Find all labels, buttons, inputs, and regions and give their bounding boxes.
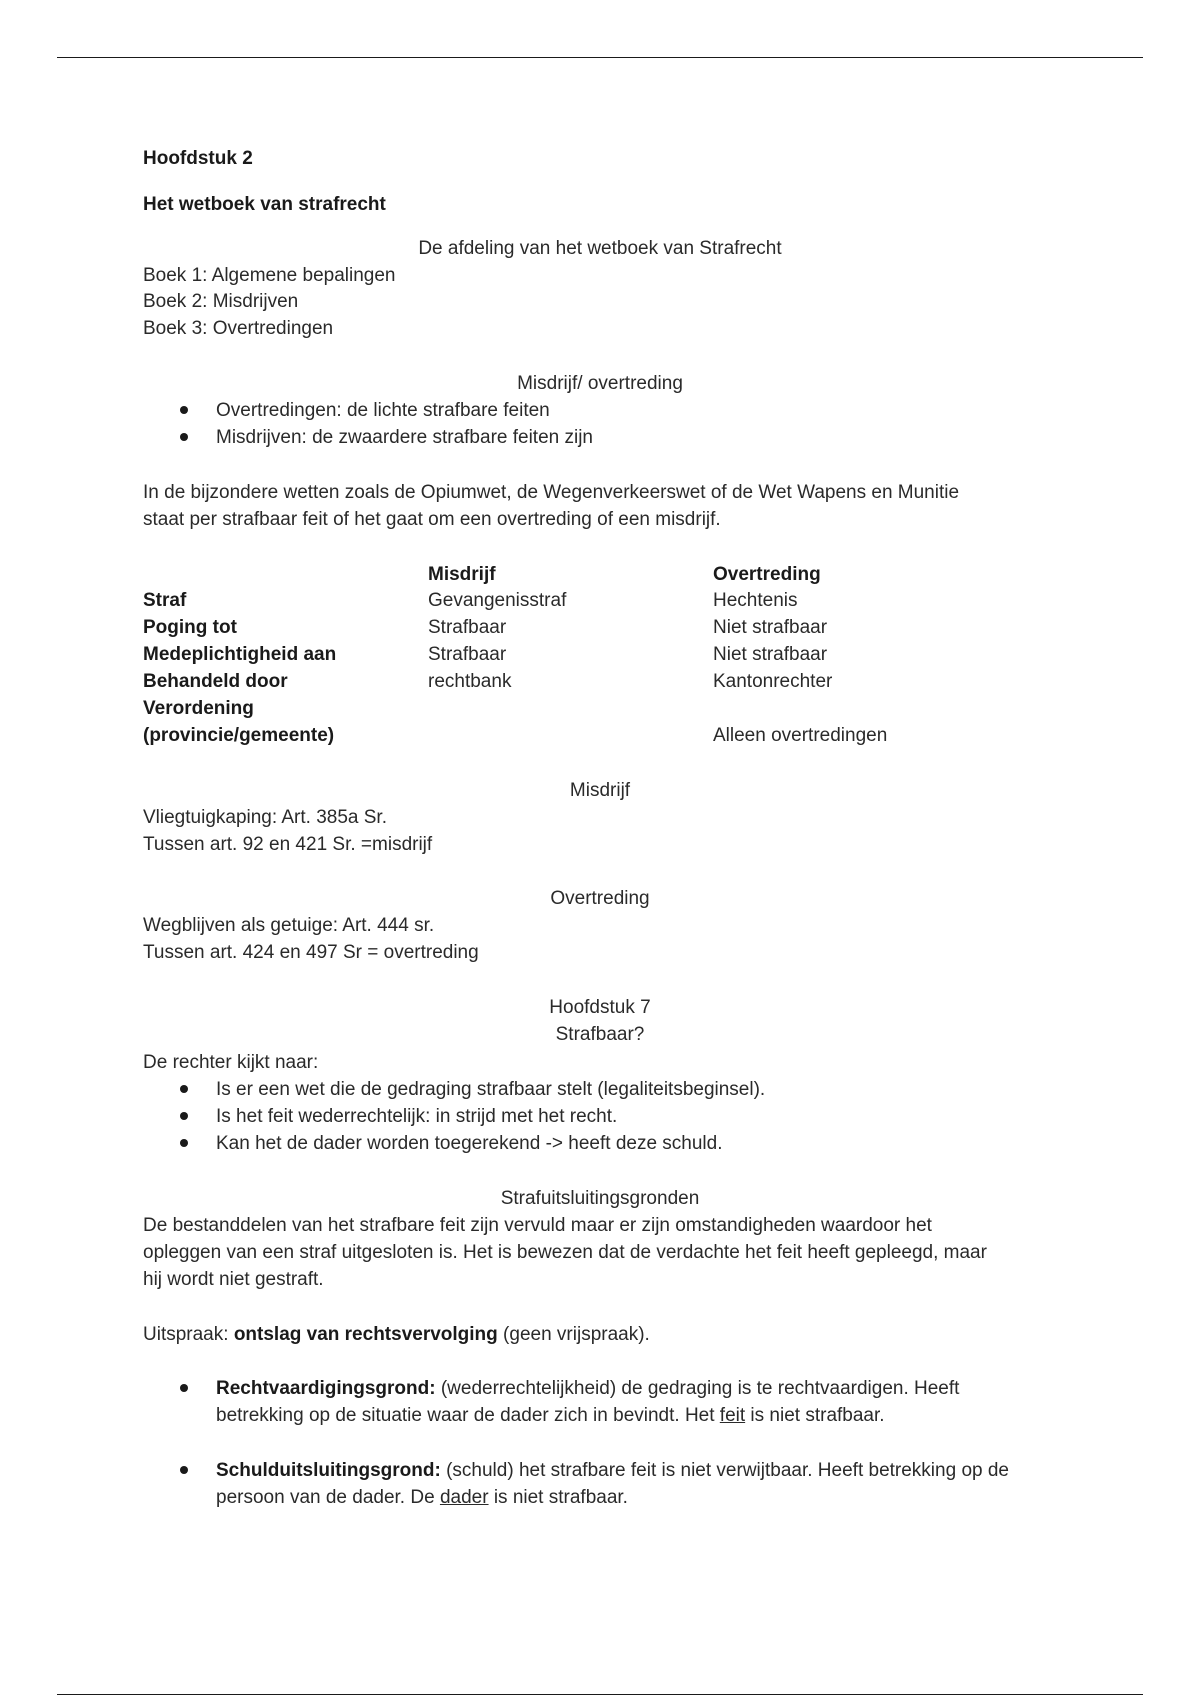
bullet-icon bbox=[180, 406, 188, 414]
schulduitsluiting-text: is niet strafbaar. bbox=[488, 1487, 628, 1508]
table-row-label: Straf bbox=[143, 590, 187, 611]
strafuitsluiting-line-1: De bestanddelen van het strafbare feit zijn vervuld maar er zijn omstandigheden waardoor het bbox=[143, 1215, 932, 1236]
bullet-misdrijven: Misdrijven: de zwaardere strafbare feiten zijn bbox=[216, 427, 594, 448]
chapter-7-title: Hoofdstuk 7 bbox=[549, 997, 651, 1018]
table-cell: Alleen overtredingen bbox=[713, 725, 888, 746]
uitspraak-label: Uitspraak: bbox=[143, 1324, 234, 1345]
top-rule bbox=[57, 57, 1143, 58]
table-row-label: Verordening bbox=[143, 698, 254, 719]
misdrijf-overtreding-heading: Misdrijf/ overtreding bbox=[517, 373, 683, 394]
rechtvaardiging-underlined: feit bbox=[719, 1405, 746, 1426]
chapter-7-bullet: Is er een wet die de gedraging strafbaar stelt (legaliteitsbeginsel). bbox=[216, 1079, 766, 1100]
schulduitsluiting-line-1 bbox=[216, 1461, 1009, 1480]
table-header-misdrijf: Misdrijf bbox=[428, 564, 496, 585]
rechtvaardiging-text: is niet strafbaar. bbox=[745, 1405, 885, 1426]
chapter-7-intro: De rechter kijkt naar: bbox=[143, 1052, 319, 1073]
table-cell: Strafbaar bbox=[428, 644, 507, 665]
chapter-7-bullet: Kan het de dader worden toegerekend -> heeft deze schuld. bbox=[216, 1133, 723, 1154]
schulduitsluiting-term: Schulduitsluitingsgrond: bbox=[216, 1460, 441, 1481]
strafuitsluiting-heading: Strafuitsluitingsgronden bbox=[500, 1188, 700, 1209]
overtreding-line-2: Tussen art. 424 en 497 Sr = overtreding bbox=[143, 942, 479, 963]
schulduitsluiting-text: persoon van de dader. De bbox=[216, 1487, 440, 1508]
bullet-icon bbox=[180, 1384, 188, 1392]
bullet-icon bbox=[180, 1085, 188, 1093]
table-cell: Gevangenisstraf bbox=[428, 590, 567, 611]
misdrijf-heading: Misdrijf bbox=[569, 780, 631, 801]
schulduitsluiting-text: (schuld) het strafbare feit is niet verwijtbaar. Heeft betrekking op de bbox=[440, 1460, 1009, 1481]
uitspraak-rest: (geen vrijspraak). bbox=[497, 1324, 650, 1345]
book-3: Boek 3: Overtredingen bbox=[143, 318, 334, 339]
table-cell: Kantonrechter bbox=[713, 671, 833, 692]
rechtvaardiging-text: betrekking op de situatie waar de dader zich in bevindt. Het bbox=[216, 1405, 720, 1426]
misdrijf-line-2: Tussen art. 92 en 421 Sr. =misdrijf bbox=[143, 834, 433, 855]
book-2: Boek 2: Misdrijven bbox=[143, 291, 299, 312]
table-cell: Strafbaar bbox=[428, 617, 507, 638]
bullet-icon bbox=[180, 433, 188, 441]
table-header-overtreding: Overtreding bbox=[713, 564, 821, 585]
misdrijf-line-1: Vliegtuigkaping: Art. 385a Sr. bbox=[143, 807, 387, 828]
strafuitsluiting-line-3: hij wordt niet gestraft. bbox=[143, 1269, 324, 1290]
bijzondere-wetten-line-2: staat per strafbaar feit of het gaat om een overtreding of een misdrijf. bbox=[143, 509, 721, 530]
table-cell: rechtbank bbox=[428, 671, 512, 692]
schulduitsluiting-underlined: dader bbox=[439, 1487, 489, 1508]
chapter-2-title: Hoofdstuk 2 bbox=[143, 148, 253, 169]
chapter-7-bullet: Is het feit wederrechtelijk: in strijd met het recht. bbox=[216, 1106, 618, 1127]
bullet-icon bbox=[180, 1139, 188, 1147]
table-cell: Niet strafbaar bbox=[713, 644, 828, 665]
table-row-label: Medeplichtigheid aan bbox=[143, 644, 337, 665]
schulduitsluiting-line-2 bbox=[216, 1488, 628, 1507]
overtreding-heading: Overtreding bbox=[550, 888, 650, 909]
bijzondere-wetten-line-1: In de bijzondere wetten zoals de Opiumwet, de Wegenverkeerswet of de Wet Wapens en Munitie bbox=[143, 482, 960, 503]
overtreding-line-1: Wegblijven als getuige: Art. 444 sr. bbox=[143, 915, 435, 936]
chapter-2-subtitle: Het wetboek van strafrecht bbox=[143, 194, 386, 215]
rechtvaardiging-term: Rechtvaardigingsgrond: bbox=[216, 1378, 436, 1399]
rechtvaardiging-text: (wederrechtelijkheid) de gedraging is te rechtvaardigen. Heeft bbox=[435, 1378, 960, 1399]
strafuitsluiting-line-2: opleggen van een straf uitgesloten is. Het is bewezen dat de verdachte het feit heeft gepleegd, maar bbox=[143, 1242, 987, 1263]
chapter-7-subtitle: Strafbaar? bbox=[555, 1024, 645, 1045]
table-row-label: Poging tot bbox=[143, 617, 237, 638]
table-row-label: Behandeld door bbox=[143, 671, 288, 692]
table-cell: Niet strafbaar bbox=[713, 617, 828, 638]
rechtvaardiging-line-1 bbox=[216, 1379, 959, 1398]
table-row-label: (provincie/gemeente) bbox=[143, 725, 335, 746]
afdeling-heading: De afdeling van het wetboek van Strafrecht bbox=[418, 238, 782, 259]
uitspraak-bold: ontslag van rechtsvervolging bbox=[233, 1324, 498, 1345]
bottom-rule bbox=[57, 1694, 1143, 1695]
rechtvaardiging-line-2 bbox=[216, 1406, 885, 1425]
bullet-overtredingen: Overtredingen: de lichte strafbare feiten bbox=[216, 400, 550, 421]
table-cell: Hechtenis bbox=[713, 590, 798, 611]
bullet-icon bbox=[180, 1112, 188, 1120]
book-1: Boek 1: Algemene bepalingen bbox=[143, 265, 396, 286]
uitspraak-line bbox=[143, 1325, 650, 1344]
bullet-icon bbox=[180, 1466, 188, 1474]
